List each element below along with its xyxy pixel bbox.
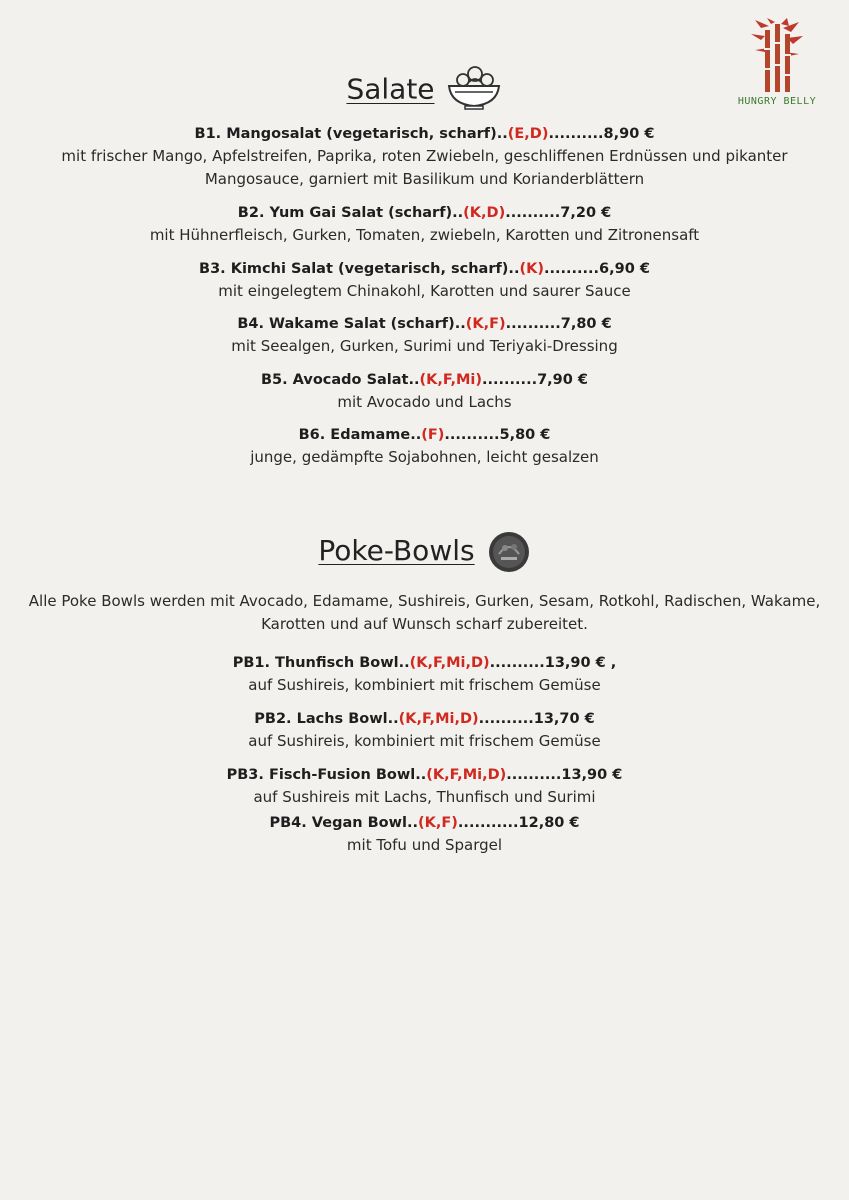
item-description: mit Hühnerfleisch, Gurken, Tomaten, zwiebeln, Karotten und Zitronensaft — [149, 226, 700, 244]
allergen-codes: (K) — [519, 261, 544, 277]
item-description: mit Seealgen, Gurken, Surimi und Teriyaki-Dressing — [231, 337, 618, 355]
salad-bowl-icon — [445, 62, 503, 119]
poke-intro: Alle Poke Bowls werden mit Avocado, Edamame, Sushireis, Gurken, Sesam, Rotkohl, Radischen, Wakame, Karotten und auf Wunsch scharf zubereitet. — [28, 592, 821, 633]
allergen-codes: (K,F,Mi,D) — [426, 767, 507, 783]
item-price: ..........13,90 € , — [489, 655, 617, 671]
item-name: B1. Mangosalat (vegetarisch, scharf).. — [194, 126, 508, 142]
poke-bowl-icon — [487, 530, 531, 581]
item-name: B2. Yum Gai Salat (scharf).. — [237, 205, 464, 221]
item-price: ..........13,90 € — [506, 767, 623, 783]
menu-item-pb4 — [20, 812, 829, 857]
item-description: mit Tofu und Spargel — [346, 836, 503, 854]
item-price: ..........7,90 € — [482, 372, 588, 388]
item-name: PB4. Vegan Bowl.. — [269, 815, 419, 831]
allergen-codes: (K,F,Mi,D) — [398, 711, 479, 727]
item-name: B6. Edamame.. — [298, 427, 422, 443]
allergen-codes: (F) — [421, 427, 445, 443]
brand-name: HUNGRY BELLY — [737, 96, 817, 107]
poke-heading: Poke-Bowls — [318, 534, 475, 567]
item-description: auf Sushireis mit Lachs, Thunfisch und Surimi — [253, 788, 596, 806]
menu-item-b1 — [20, 123, 829, 191]
menu-item-pb1 — [20, 652, 829, 697]
item-price: ..........8,90 € — [548, 126, 655, 142]
item-description: auf Sushireis, kombiniert mit frischem Gemüse — [248, 676, 601, 694]
menu-item-b3 — [20, 258, 829, 303]
item-name: PB2. Lachs Bowl.. — [254, 711, 399, 727]
item-price: ..........5,80 € — [444, 427, 551, 443]
allergen-codes: (K,F) — [465, 316, 506, 332]
item-description: mit Avocado und Lachs — [337, 393, 512, 411]
allergen-codes: (K,F,Mi) — [419, 372, 482, 388]
item-price: ..........7,20 € — [505, 205, 612, 221]
menu-item-pb3 — [20, 764, 829, 809]
item-price: ..........13,70 € — [478, 711, 595, 727]
item-name: B3. Kimchi Salat (vegetarisch, scharf).. — [199, 261, 520, 277]
salate-heading: Salate — [346, 72, 435, 106]
allergen-codes: (K,F) — [418, 815, 458, 831]
allergen-codes: (K,D) — [463, 205, 506, 221]
section-title-poke — [0, 534, 849, 581]
item-price: ..........7,80 € — [505, 316, 612, 332]
menu-item-b4 — [20, 313, 829, 358]
menu-item-pb2 — [20, 708, 829, 753]
item-name: PB1. Thunfisch Bowl.. — [232, 655, 410, 671]
allergen-codes: (K,F,Mi,D) — [409, 655, 490, 671]
item-name: B4. Wakame Salat (scharf).. — [237, 316, 466, 332]
item-name: PB3. Fisch-Fusion Bowl.. — [226, 767, 427, 783]
item-price: ..........6,90 € — [543, 261, 650, 277]
item-description: auf Sushireis, kombiniert mit frischem Gemüse — [248, 732, 601, 750]
item-description: mit frischer Mango, Apfelstreifen, Paprika, roten Zwiebeln, geschliffenen Erdnüssen und pikanter Mangosauce, garniert mit Basilikum und Korianderblättern — [61, 147, 788, 188]
section-title-salate — [0, 62, 849, 119]
item-name: B5. Avocado Salat.. — [260, 372, 420, 388]
item-description: mit eingelegtem Chinakohl, Karotten und saurer Sauce — [218, 282, 631, 300]
menu-item-b5 — [20, 369, 829, 414]
item-price: ...........12,80 € — [457, 815, 580, 831]
menu-item-b6 — [20, 424, 829, 469]
allergen-codes: (E,D) — [507, 126, 549, 142]
item-description: junge, gedämpfte Sojabohnen, leicht gesalzen — [250, 448, 599, 466]
menu-item-b2 — [20, 202, 829, 247]
